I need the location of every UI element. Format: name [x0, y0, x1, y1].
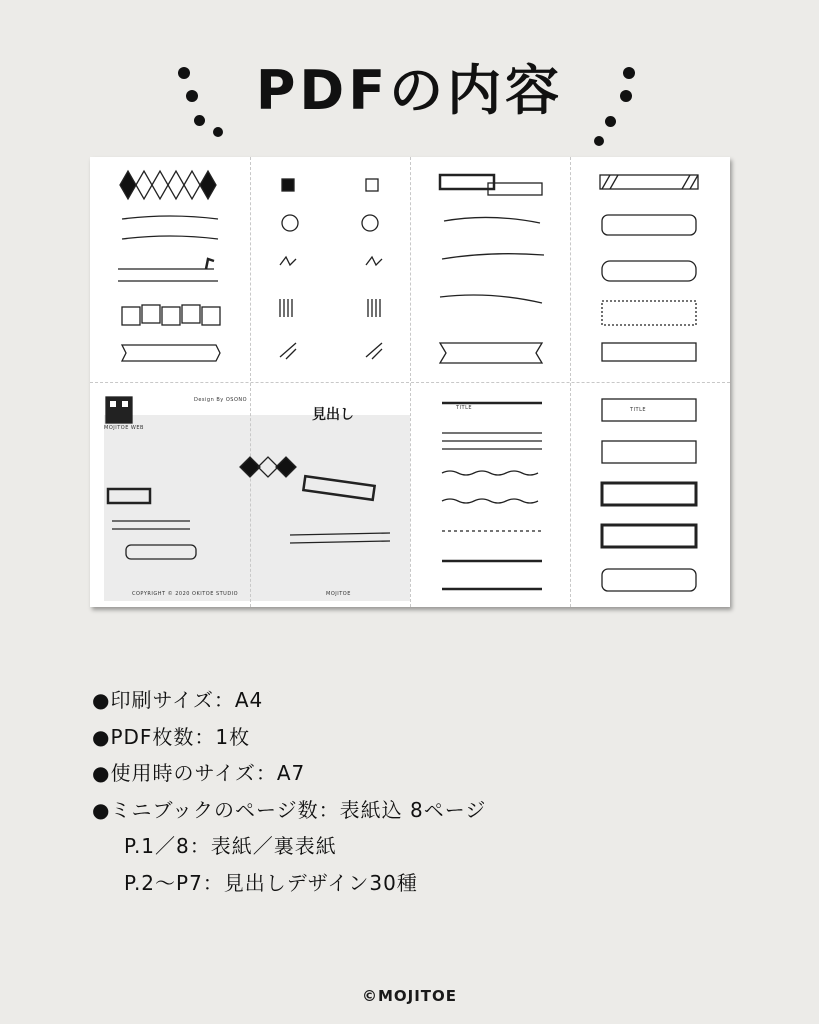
decor-dot [623, 67, 635, 79]
header [0, 20, 819, 140]
page-title: PDFの内容 [255, 59, 564, 122]
spec-page-count: ●ミニブックのページ数：表紙込 8ページ [92, 797, 487, 822]
sample-label: TITLE [456, 405, 473, 411]
spec-list [92, 682, 486, 901]
cover-credit: Design By OSONO [194, 397, 248, 403]
heading-designs-preview [90, 157, 730, 607]
decor-dot [594, 136, 604, 146]
cover-qr-caption: MOJITOE WEB [104, 425, 144, 431]
decor-dot [178, 67, 190, 79]
cover-logo: MOJITOE [326, 591, 351, 597]
spec-pdf-count: ●PDF枚数：1枚 [92, 724, 251, 749]
footer-copyright: ©MOJITOE [361, 987, 458, 1005]
spec-cover-pages: P.1／8：表紙／裏表紙 [124, 834, 337, 858]
sample-label: TITLE [630, 407, 647, 413]
spec-use-size: ●使用時のサイズ：A7 [92, 761, 306, 785]
decor-dot [605, 116, 616, 127]
decor-dot [194, 115, 205, 126]
decor-dot [213, 127, 223, 137]
spec-design-pages: P.2〜P7：見出しデザイン30種 [124, 870, 418, 895]
pdf-preview-sheet [90, 157, 730, 607]
decor-dot [620, 90, 632, 102]
decor-dot [186, 90, 198, 102]
cover-copyright: COPYRIGHT © 2020 OKITOE STUDIO [132, 591, 239, 597]
cover-heading: 見出し [312, 407, 354, 423]
spec-print-size: ●印刷サイズ：A4 [92, 688, 264, 712]
diamond-banner [120, 171, 216, 199]
